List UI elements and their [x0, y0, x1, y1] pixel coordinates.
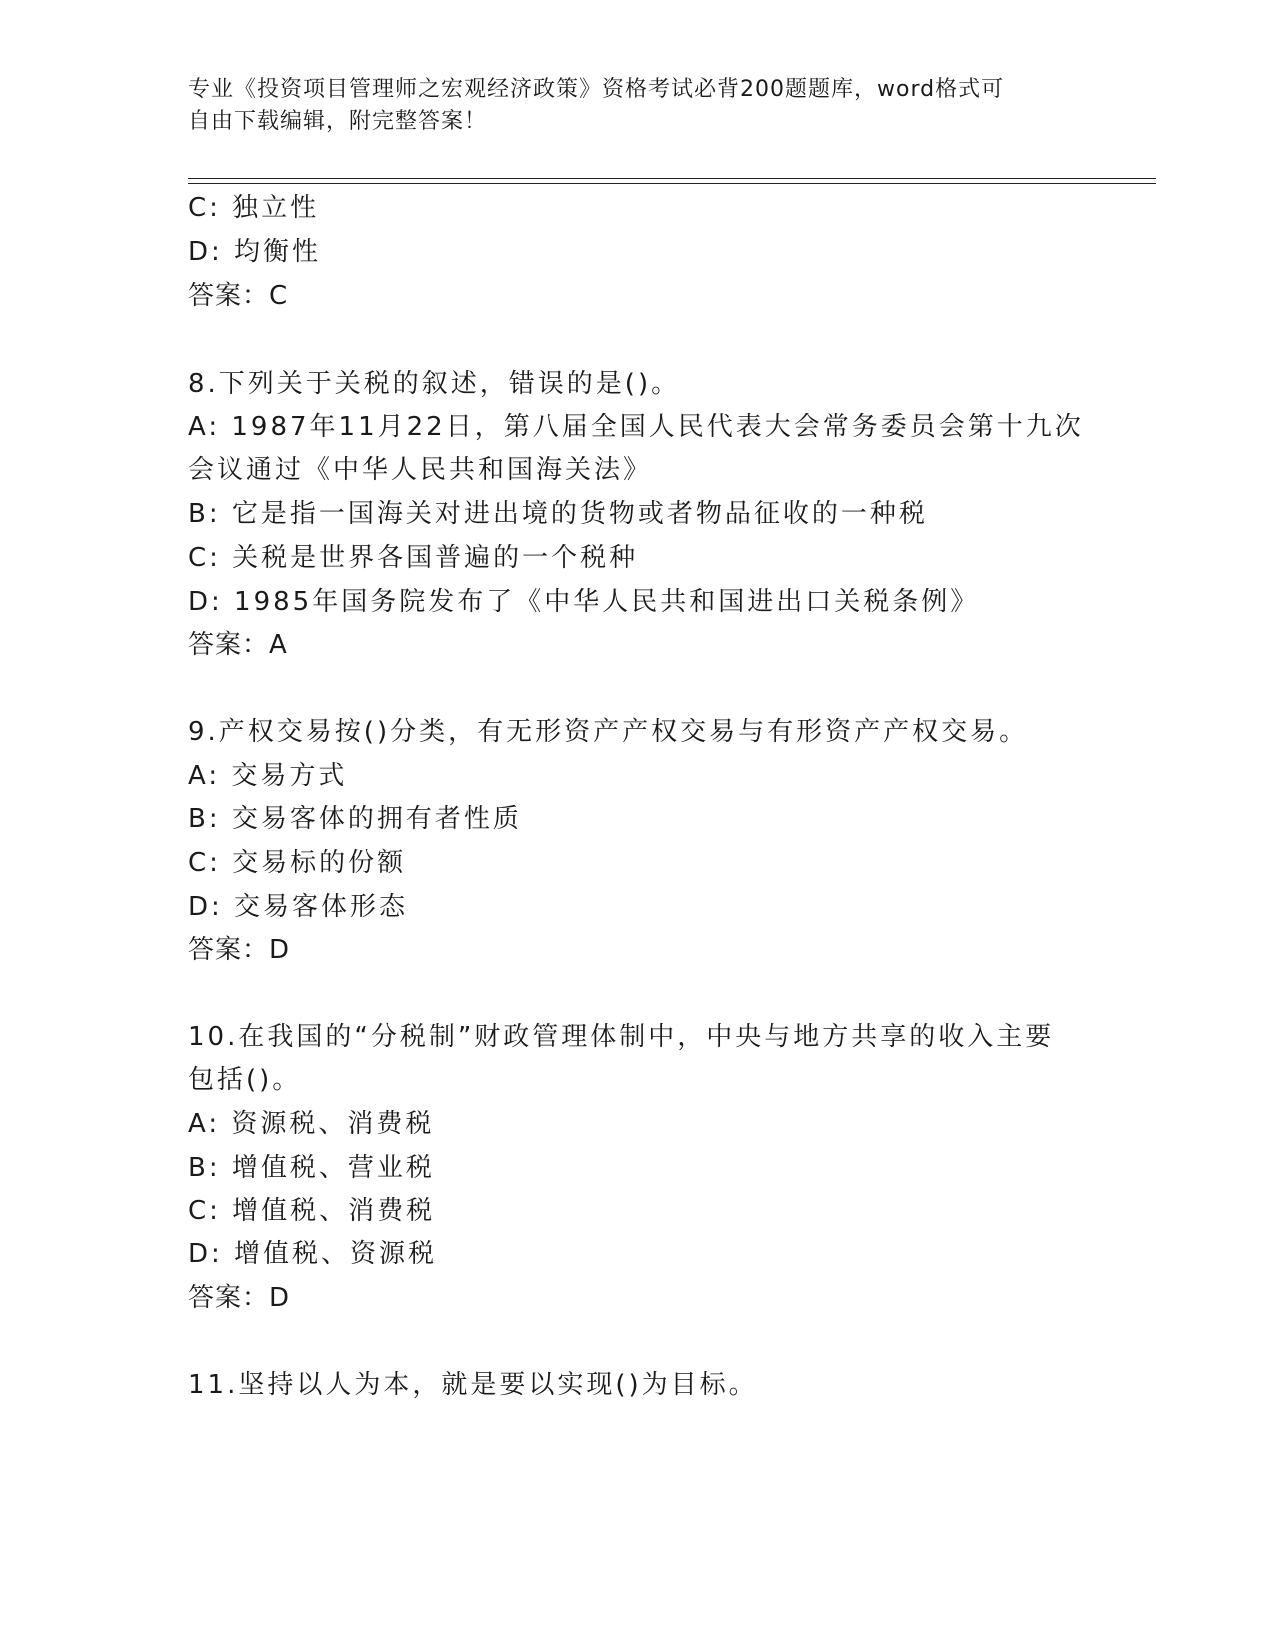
option-d-q10: D: 增值税、资源税 — [188, 1239, 438, 1269]
question-9: 9.产权交易按()分类，有无形资产产权交易与有形资产产权交易。 — [188, 717, 1029, 747]
option-d-q7: D: 均衡性 — [188, 237, 322, 267]
answer-q10: 答案：D — [188, 1283, 291, 1313]
option-c-q9: C: 交易标的份额 — [188, 848, 407, 878]
option-b-q10: B: 增值税、营业税 — [188, 1153, 435, 1183]
question-11: 11.坚持以人为本，就是要以实现()为目标。 — [188, 1370, 758, 1400]
header-divider-bottom — [188, 183, 1156, 184]
option-a-q8-line-1: A: 1987年11月22日，第八届全国人民代表大会常务委员会第十九次 — [188, 412, 1084, 442]
header-title-line-1: 专业《投资项目管理师之宏观经济政策》资格考试必背200题题库，word格式可 — [188, 77, 1005, 102]
option-c-q7: C: 独立性 — [188, 193, 320, 223]
option-b-q9: B: 交易客体的拥有者性质 — [188, 804, 522, 834]
option-a-q8-line-2: 会议通过《中华人民共和国海关法》 — [188, 455, 653, 485]
answer-q9: 答案：D — [188, 935, 291, 965]
question-10-line-2: 包括()。 — [188, 1065, 302, 1095]
option-a-q9: A: 交易方式 — [188, 761, 348, 791]
option-c-q10: C: 增值税、消费税 — [188, 1196, 436, 1226]
header-title-line-2: 自由下载编辑，附完整答案！ — [188, 109, 488, 134]
question-10-line-1: 10.在我国的“分税制”财政管理体制中，中央与地方共享的收入主要 — [188, 1022, 1055, 1052]
page-header — [188, 74, 1068, 138]
option-b-q8: B: 它是指一国海关对进出境的货物或者物品征收的一种税 — [188, 499, 928, 529]
option-a-q10: A: 资源税、消费税 — [188, 1109, 435, 1139]
option-d-q9: D: 交易客体形态 — [188, 892, 409, 922]
answer-q8: 答案：A — [188, 630, 288, 660]
header-divider-top — [188, 178, 1156, 179]
answer-q7: 答案：C — [188, 281, 289, 311]
option-c-q8: C: 关税是世界各国普遍的一个税种 — [188, 543, 639, 573]
question-8: 8.下列关于关税的叙述，错误的是()。 — [188, 369, 681, 399]
option-d-q8: D: 1985年国务院发布了《中华人民共和国进出口关税条例》 — [188, 587, 980, 617]
